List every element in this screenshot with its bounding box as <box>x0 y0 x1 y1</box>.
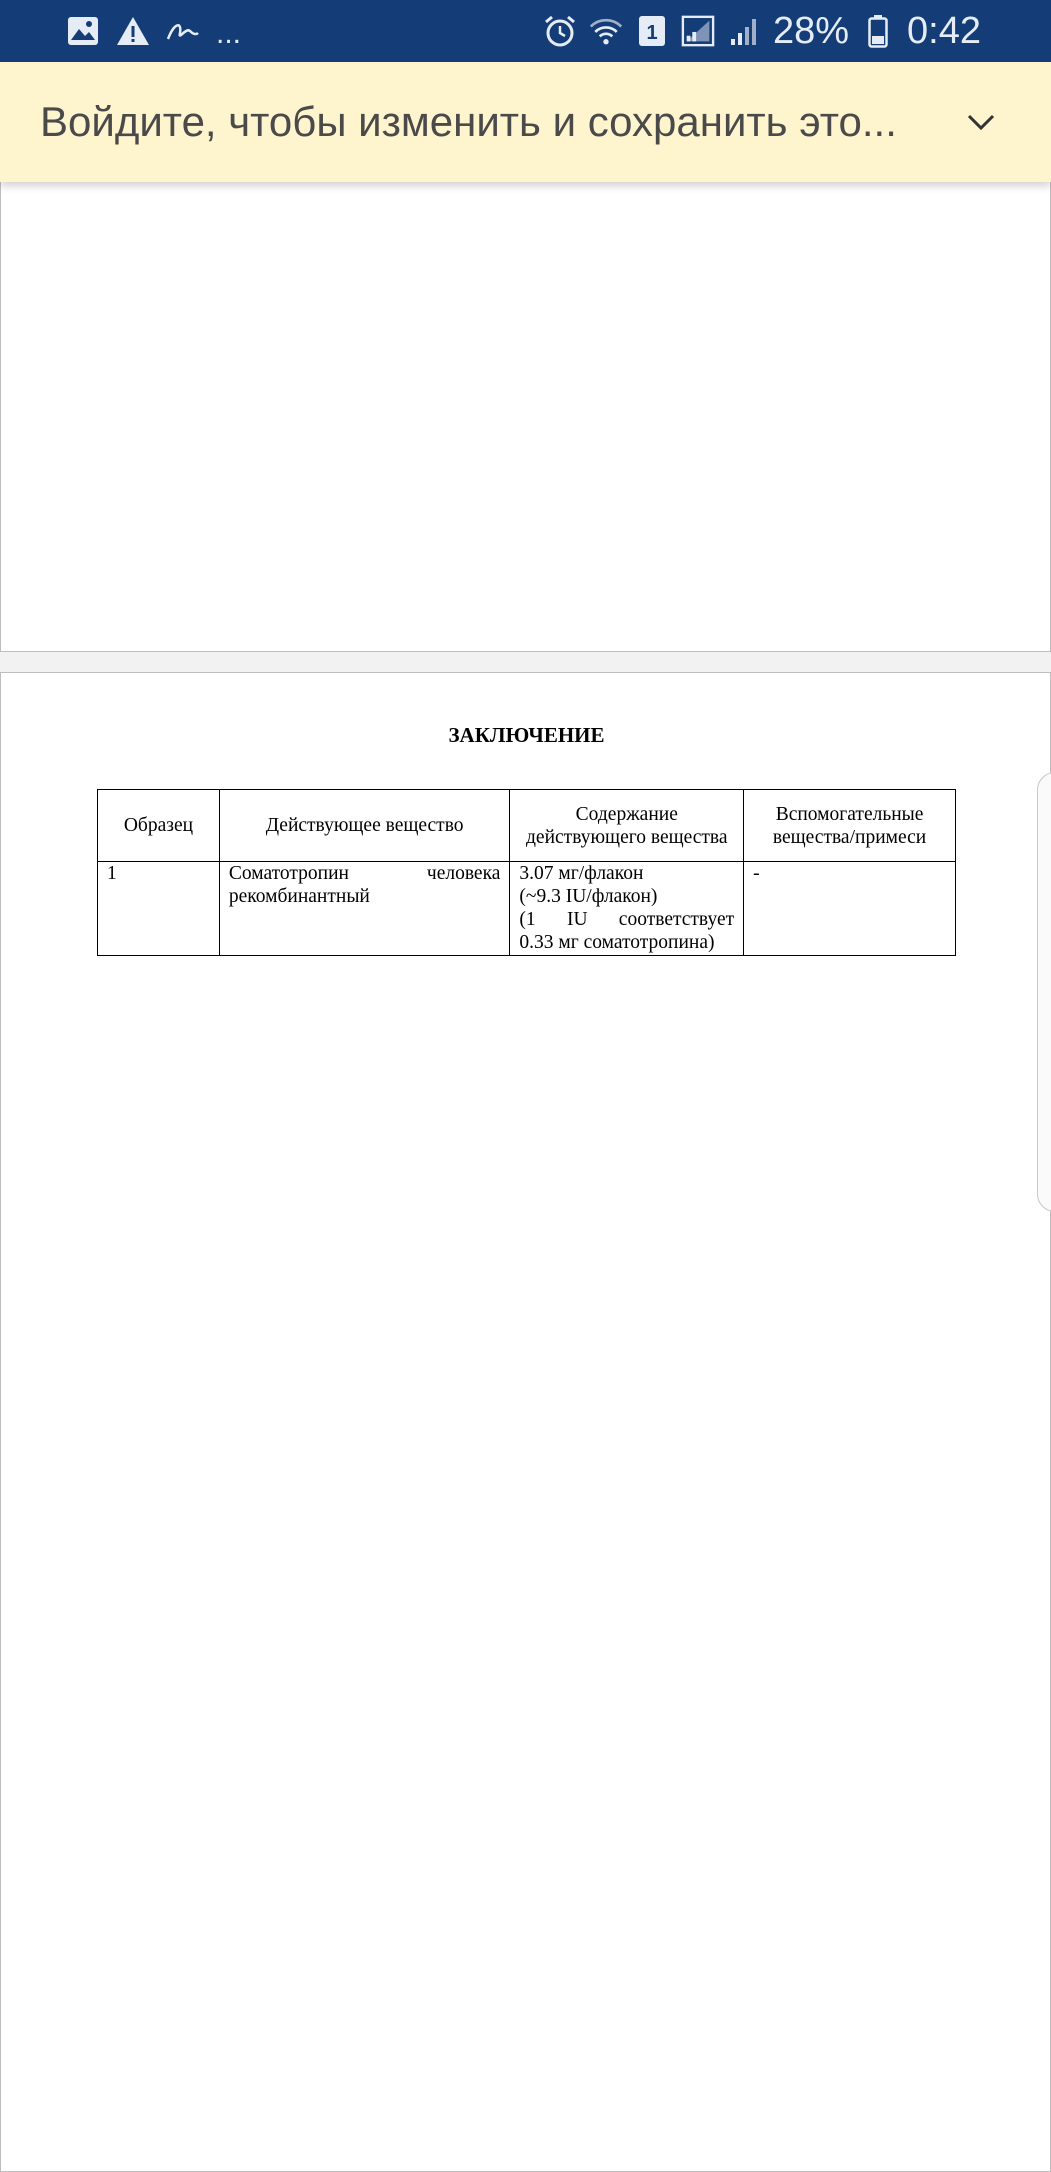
cell-substance-line: рекомбинантный <box>228 886 370 907</box>
header-substance: Действующее вещество <box>219 790 510 862</box>
status-bar <box>0 0 1051 62</box>
cell-substance-line: Соматотропин человека <box>228 863 501 884</box>
status-bar-left <box>66 0 257 62</box>
cell-content-line: (1 IU соответствует <box>519 909 735 930</box>
header-sample: Образец <box>98 790 220 862</box>
cell-substance <box>219 862 510 956</box>
table-row <box>98 862 956 956</box>
battery-icon <box>861 14 895 48</box>
sim1-icon <box>635 14 669 48</box>
cell-sample: 1 <box>98 862 220 956</box>
cell-content-line: (~9.3 IU/флакон) <box>519 886 658 907</box>
cell-excipients: - <box>744 862 956 956</box>
gallery-icon <box>66 14 100 48</box>
sign-in-banner-text[interactable]: Войдите, чтобы изменить и сохранить это... <box>40 98 897 145</box>
cell-content-line: 0.33 мг соматотропина) <box>519 932 715 953</box>
results-table <box>97 789 956 956</box>
alarm-icon <box>543 14 577 48</box>
document-page-1 <box>0 178 1051 652</box>
document-viewer[interactable] <box>0 182 1051 2160</box>
scroll-handle[interactable] <box>1037 772 1051 1212</box>
battery-percent: 28% <box>772 9 850 52</box>
table-header-row <box>98 790 956 862</box>
cell-content <box>510 862 744 956</box>
header-excipients: Вспомогательные вещества/примеси <box>744 790 956 862</box>
header-content: Содержание действующего вещества <box>510 790 744 862</box>
signal2-icon <box>727 14 761 48</box>
warning-icon <box>116 14 150 48</box>
wifi-icon <box>589 14 623 48</box>
more-notifications: ... <box>216 17 242 50</box>
cell-content-line: 3.07 мг/флакон <box>519 863 644 884</box>
sign-in-banner[interactable] <box>0 62 1051 182</box>
svg-text:1: 1 <box>646 22 658 44</box>
handwriting-icon <box>166 14 200 48</box>
clock: 0:42 <box>907 9 981 52</box>
chevron-down-icon[interactable] <box>951 92 1011 152</box>
document-page-2 <box>0 672 1051 2172</box>
document-heading: ЗАКЛЮЧЕНИЕ <box>448 723 605 747</box>
status-bar-right <box>531 0 1051 62</box>
signal1-icon <box>681 14 715 48</box>
